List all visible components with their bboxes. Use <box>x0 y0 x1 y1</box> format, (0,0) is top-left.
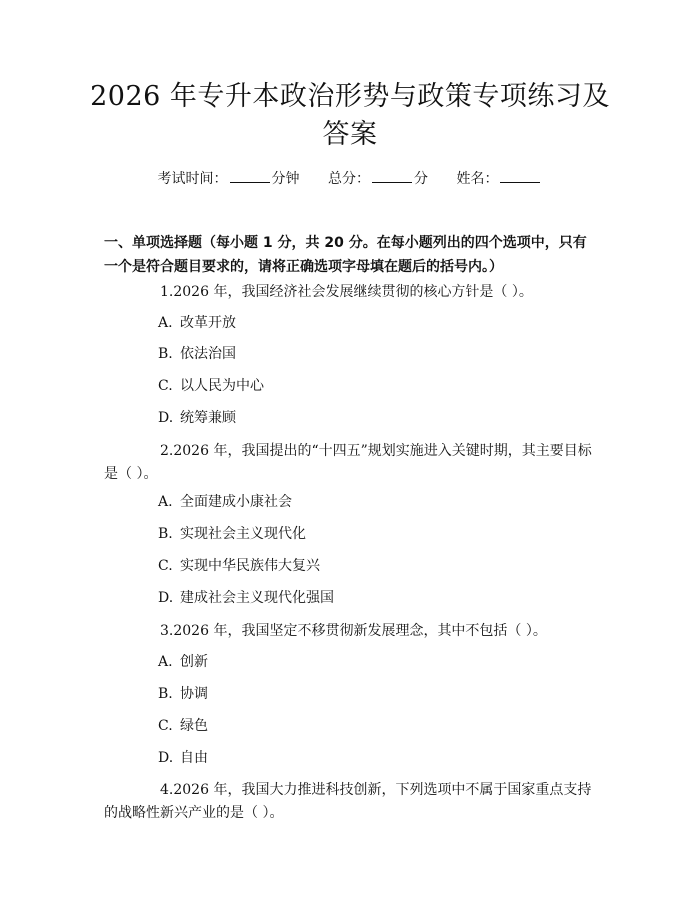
option-text: 自由 <box>180 750 208 766</box>
option-text: 建成社会主义现代化强国 <box>180 590 334 606</box>
option-letter: C. <box>158 558 173 574</box>
question-number: 1. <box>160 284 174 300</box>
option-letter: B. <box>158 346 173 362</box>
exam-time-unit: 分钟 <box>271 171 300 187</box>
question-number: 2. <box>160 443 174 459</box>
question-1-option-d <box>158 408 236 428</box>
option-letter: A. <box>158 654 173 670</box>
option-text: 绿色 <box>180 718 208 734</box>
option-letter: A. <box>158 315 173 331</box>
option-text: 创新 <box>180 654 208 670</box>
option-text: 实现中华民族伟大复兴 <box>180 558 320 574</box>
question-2-option-d <box>158 588 334 608</box>
question-3-option-c <box>158 716 208 736</box>
question-1 <box>104 281 596 304</box>
total-score-field <box>328 168 428 189</box>
student-name-field <box>456 168 542 189</box>
document-title: 2026 年专升本政治形势与政策专项练习及答案 <box>90 81 610 150</box>
question-3-option-d <box>158 748 208 768</box>
option-text: 依法治国 <box>180 346 236 362</box>
option-letter: B. <box>158 526 173 542</box>
question-text: 2026 年，我国大力推进科技创新，下列选项中不属于国家重点支持的战略性新兴产业的是（ ）。 <box>104 782 592 821</box>
question-stem <box>104 620 596 643</box>
exam-time-label: 考试时间： <box>157 171 228 187</box>
question-stem <box>104 440 596 486</box>
question-number: 4. <box>160 782 174 798</box>
exam-time-blank <box>230 168 270 183</box>
question-3 <box>104 620 596 643</box>
total-score-blank <box>372 168 412 183</box>
student-name-label: 姓名： <box>456 171 499 187</box>
question-text: 2026 年，我国提出的“十四五”规划实施进入关键时期，其主要目标是（ ）。 <box>104 443 592 482</box>
option-text: 以人民为中心 <box>180 378 264 394</box>
question-text: 2026 年，我国经济社会发展继续贯彻的核心方针是（ ）。 <box>173 284 533 300</box>
option-text: 实现社会主义现代化 <box>180 526 306 542</box>
option-letter: C. <box>158 718 173 734</box>
question-3-option-a <box>158 652 208 672</box>
option-letter: D. <box>158 590 174 606</box>
option-letter: C. <box>158 378 173 394</box>
section-heading: 一、单项选择题（每小题 1 分，共 20 分。在每小题列出的四个选项中，只有一个是符合题目要求的，请将正确选项字母填在题后的括号内。） <box>104 235 587 275</box>
exam-info-line <box>0 168 700 189</box>
question-2-option-b <box>158 524 306 544</box>
question-stem <box>104 281 596 304</box>
option-text: 统筹兼顾 <box>180 410 236 426</box>
total-score-unit: 分 <box>414 171 428 187</box>
question-number: 3. <box>160 623 174 639</box>
exam-time-field <box>158 168 300 189</box>
question-2 <box>104 440 596 486</box>
option-letter: A. <box>158 494 173 510</box>
option-letter: D. <box>158 410 174 426</box>
question-4 <box>104 779 596 825</box>
question-3-option-b <box>158 684 208 704</box>
option-letter: B. <box>158 686 173 702</box>
option-letter: D. <box>158 750 174 766</box>
total-score-label: 总分： <box>328 171 370 187</box>
question-2-option-c <box>158 556 320 576</box>
option-text: 全面建成小康社会 <box>180 494 292 510</box>
question-1-option-b <box>158 344 236 364</box>
question-1-option-a <box>158 313 236 333</box>
option-text: 改革开放 <box>180 315 236 331</box>
option-text: 协调 <box>180 686 208 702</box>
question-1-option-c <box>158 376 264 396</box>
question-text: 2026 年，我国坚定不移贯彻新发展理念，其中不包括（ ）。 <box>173 623 547 639</box>
question-2-option-a <box>158 492 292 512</box>
question-stem <box>104 779 596 825</box>
student-name-blank <box>500 168 540 183</box>
